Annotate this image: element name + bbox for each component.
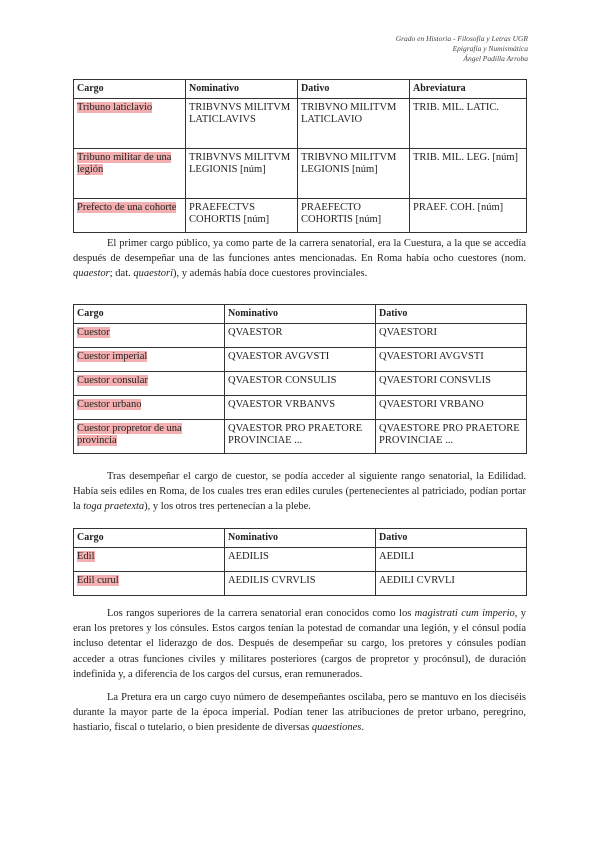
table-row xyxy=(74,572,527,596)
column-header: Dativo xyxy=(376,529,527,548)
paragraph-cuestura: El primer cargo público, ya como parte de la carrera senatorial, era la Cuestura, a la que se accedía después de desempeñar una de las funciones antes mencionadas. En Roma había ocho cuestores (nom. quaestor; dat. quaestori), y además había doce cuestores provinciales. xyxy=(73,238,526,280)
column-header: Cargo xyxy=(74,80,186,99)
abreviatura-cell: TRIB. MIL. LEG. [núm] xyxy=(410,149,527,199)
paragraph-pretura: La Pretura era un cargo cuyo número de desempeñantes oscilaba, pero se mantuvo en los dieciséis durante la mayor parte de la época imperial. Podían tener las atribuciones de pretor urbano, peregrino, hastiario, fiscal o tutelario, o bien presidente de diversas quaestiones. xyxy=(73,692,526,734)
nominativo-cell: QVAESTOR CONSULIS xyxy=(225,372,376,396)
paragraph-magistrati: Los rangos superiores de la carrera senatorial eran conocidos como los magistrati cum imperio, y eran los pretores y los cónsules. Estos cargos tenían la potestad de comandar una legión, y el cónsul podía incluso detentar el liderazgo de dos. Después de desempeñar su cargo, los pretores y cónsules podían acceder a otras funciones civiles y militares posteriores (cargos de propretor y procónsul), de duración indefinida y, a diferencia de los cargos del cursus, eran remunerados. xyxy=(73,608,526,680)
nominativo-cell: QVAESTOR xyxy=(225,324,376,348)
cargo-cell: Edil curul xyxy=(74,572,225,596)
column-header: Cargo xyxy=(74,529,225,548)
dativo-cell: PRAEFECTO COHORTIS [núm] xyxy=(298,199,410,233)
dativo-cell: QVAESTORI CONSVLIS xyxy=(376,372,527,396)
cargo-cell: Cuestor consular xyxy=(74,372,225,396)
cargo-cell: Cuestor urbano xyxy=(74,396,225,420)
dativo-cell: AEDILI xyxy=(376,548,527,572)
table-tribunes xyxy=(73,79,527,233)
table-cuestores xyxy=(73,304,527,454)
column-header: Nominativo xyxy=(225,305,376,324)
dativo-cell: QVAESTORE PRO PRAETORE PROVINCIAE ... xyxy=(376,420,527,454)
dativo-cell: AEDILI CVRVLI xyxy=(376,572,527,596)
table-ediles xyxy=(73,528,527,596)
nominativo-cell: AEDILIS CVRVLIS xyxy=(225,572,376,596)
page-header xyxy=(396,34,528,64)
column-header: Dativo xyxy=(376,305,527,324)
cargo-cell: Cuestor propretor de una provincia xyxy=(74,420,225,454)
table-row xyxy=(74,548,527,572)
dativo-cell: QVAESTORI VRBANO xyxy=(376,396,527,420)
dativo-cell: TRIBVNO MILITVM LEGIONIS [núm] xyxy=(298,149,410,199)
table-row xyxy=(74,149,527,199)
nominativo-cell: TRIBVNVS MILITVM LEGIONIS [núm] xyxy=(186,149,298,199)
cargo-cell: Cuestor imperial xyxy=(74,348,225,372)
nominativo-cell: QVAESTOR AVGVSTI xyxy=(225,348,376,372)
table-row xyxy=(74,420,527,454)
cargo-cell: Edil xyxy=(74,548,225,572)
column-header: Nominativo xyxy=(225,529,376,548)
abreviatura-cell: PRAEF. COH. [núm] xyxy=(410,199,527,233)
table-row xyxy=(74,99,527,149)
nominativo-cell: QVAESTOR VRBANVS xyxy=(225,396,376,420)
nominativo-cell: QVAESTOR PRO PRAETORE PROVINCIAE ... xyxy=(225,420,376,454)
cargo-cell: Tribuno militar de una legión xyxy=(74,149,186,199)
nominativo-cell: TRIBVNVS MILITVM LATICLAVIVS xyxy=(186,99,298,149)
table-row xyxy=(74,199,527,233)
header-subject: Epigrafía y Numismática xyxy=(452,44,528,53)
nominativo-cell: AEDILIS xyxy=(225,548,376,572)
table-header-row xyxy=(74,305,527,324)
column-header: Nominativo xyxy=(186,80,298,99)
table-row xyxy=(74,372,527,396)
cargo-cell: Prefecto de una cohorte xyxy=(74,199,186,233)
table-row xyxy=(74,348,527,372)
paragraph-edilidad: Tras desempeñar el cargo de cuestor, se podía acceder al siguiente rango senatorial, la Edilidad. Había seis ediles en Roma, de los cuales tres eran ediles curules (pertenecientes al patriciado, podían portar la toga praetexta), y los otros tres pertenecían a la plebe. xyxy=(73,471,526,513)
column-header: Abreviatura xyxy=(410,80,527,99)
dativo-cell: QVAESTORI AVGVSTI xyxy=(376,348,527,372)
abreviatura-cell: TRIB. MIL. LATIC. xyxy=(410,99,527,149)
table-header-row xyxy=(74,529,527,548)
column-header: Dativo xyxy=(298,80,410,99)
column-header: Cargo xyxy=(74,305,225,324)
table-row xyxy=(74,324,527,348)
cargo-cell: Cuestor xyxy=(74,324,225,348)
table-row xyxy=(74,396,527,420)
table-header-row xyxy=(74,80,527,99)
dativo-cell: QVAESTORI xyxy=(376,324,527,348)
cargo-cell: Tribuno laticlavio xyxy=(74,99,186,149)
nominativo-cell: PRAEFECTVS COHORTIS [núm] xyxy=(186,199,298,233)
header-degree: Grado en Historia - Filosofía y Letras UGR xyxy=(395,34,528,43)
header-author: Ángel Padilla Arroba xyxy=(463,54,528,63)
dativo-cell: TRIBVNO MILITVM LATICLAVIO xyxy=(298,99,410,149)
